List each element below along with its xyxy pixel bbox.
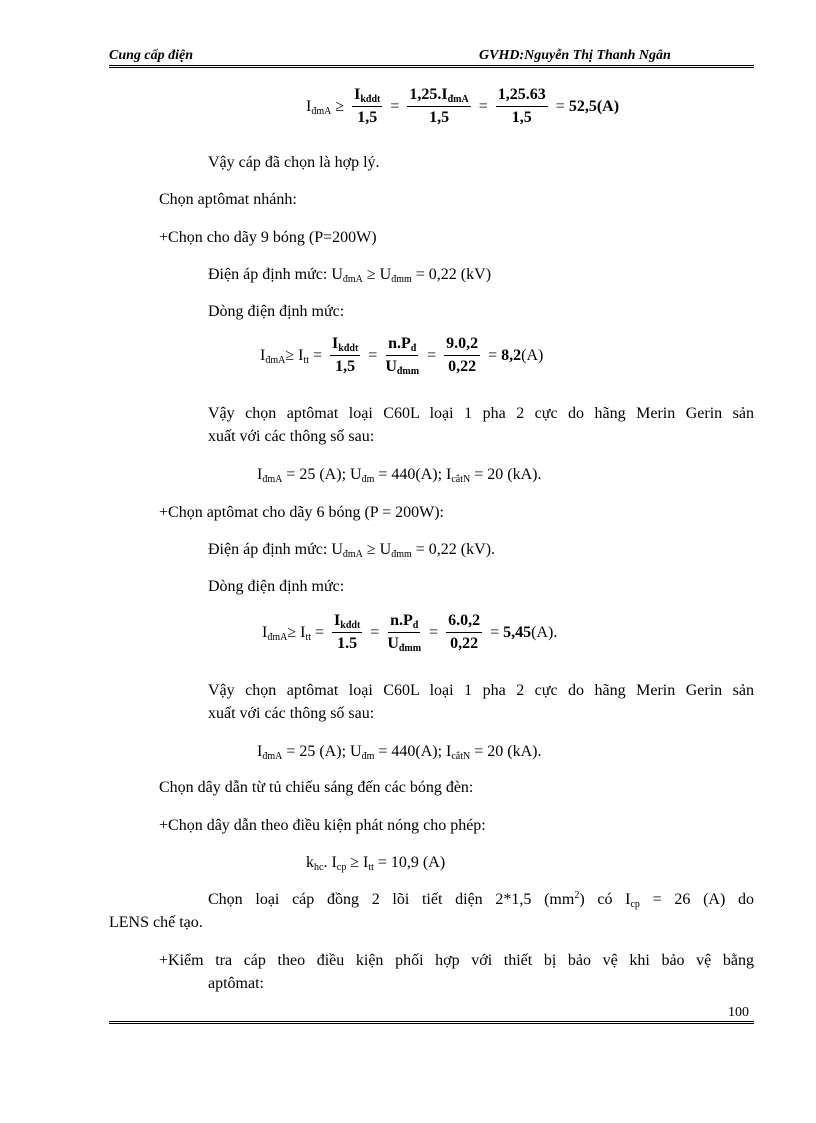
footer-rule: [109, 1021, 754, 1022]
text-line: Vậy chọn aptômat loại C60L loại 1 pha 2 cực do hãng Merin Gerin sản: [208, 405, 754, 422]
text-line: +Kiểm tra cáp theo điều kiện phối hợp với thiết bị bảo vệ khi bảo vệ bằng: [159, 952, 754, 969]
text-line: +Chọn aptômat cho dãy 6 bóng (P = 200W):: [159, 504, 444, 521]
text-line: aptômat:: [208, 975, 264, 992]
text-line: Vậy cáp đã chọn là hợp lý.: [208, 154, 380, 171]
equation-2: $I_{đmA}$ ≥ $I_{tt}$ = $\frac{I_{kđdt}}{1,5}$ = $\frac{n.P_đ}{U_{đmm}}$ = $\frac{9.0,2}{0,22}$ = 8,2 (A): [260, 335, 544, 377]
text-line: Vậy chọn aptômat loại C60L loại 1 pha 2 cực do hãng Merin Gerin sản: [208, 682, 754, 699]
header-left: Cung cấp điện: [109, 48, 194, 63]
text-line: Điện áp định mức: $U_{đmA} \ge U_{đmm} = 0,22$ (kV): [208, 266, 492, 285]
text-line: Dòng điện định mức:: [208, 578, 345, 595]
eq1-fraction-1: $\frac{I_{kđdt}}{1,5}$: [354, 86, 381, 126]
eq3-fraction-2: $\frac{n.P_đ}{U_{đmm}}$: [387, 612, 422, 654]
eq3-fraction-3: $\frac{6.0,2}{0,22}$: [448, 612, 481, 652]
text-line: $I_{đmA} = 25$ (A); $U_{đm} = 440(A)$; $I_{cắtN} = 20$ (kA).: [257, 466, 542, 485]
page-number: 100: [728, 1005, 749, 1020]
eq2-fraction-1: $\frac{I_{kđdt}}{1,5}$: [332, 335, 359, 375]
page-header: [109, 46, 754, 66]
text-line: +Chọn cho dãy 9 bóng (P=200W): [159, 229, 377, 246]
eq1-lhs: $I_{đmA}$: [306, 97, 332, 117]
eq2-fraction-3: $\frac{9.0,2}{0,22}$: [446, 335, 479, 375]
eq3-fraction-1: $\frac{I_{kđdt}}{1.5}$: [334, 612, 361, 652]
text-line: Điện áp định mức: $U_{đmA} \ge U_{đmm} = 0,22$ (kV).: [208, 541, 496, 560]
text-line: Chọn aptômat nhánh:: [159, 191, 297, 208]
header-right: GVHD:Nguyễn Thị Thanh Ngân: [479, 48, 671, 63]
text-line: Chọn loại cáp đồng 2 lõi tiết diện 2*1,5 $(mm^2)$ có $I_{cp} = 26$ (A) do: [208, 890, 754, 910]
eq1-fraction-3: $\frac{1,25.63}{1,5}$: [497, 86, 546, 126]
header-rule: [109, 65, 754, 66]
text-line: +Chọn dây dẫn theo điều kiện phát nóng cho phép:: [159, 817, 486, 834]
text-line: Dòng điện định mức:: [208, 303, 345, 320]
footer-rule-2: [109, 1023, 754, 1024]
equation-1: $I_{đmA}$ ≥ $\frac{I_{kđdt}}{1,5}$ = $\frac{1,25.I_{đmA}}{1,5}$ = $\frac{1,25.63}{1,5}$ = 52,5(A): [306, 86, 620, 126]
text-line: LENS chế tạo.: [109, 914, 203, 931]
eq1-ge: ≥: [335, 97, 345, 115]
eq2-fraction-2: $\frac{n.P_đ}{U_{đmm}}$: [385, 335, 420, 377]
eq1-fraction-2: $\frac{1,25.I_{đmA}}{1,5}$: [409, 86, 469, 126]
header-rule-2: [109, 67, 754, 68]
text-line: Chọn dây dẫn từ tủ chiếu sáng đến các bóng đèn:: [159, 779, 474, 796]
eq1-result: 52,5(A): [568, 97, 620, 115]
text-line: xuất với các thông số sau:: [208, 705, 375, 722]
text-line: $k_{hc}$. $I_{cp} \ge I_{tt} = 10,9$ (A): [306, 854, 446, 873]
text-line: $I_{đmA} = 25$ (A); $U_{đm} = 440(A)$; $I_{cắtN} = 20$ (kA).: [257, 743, 542, 762]
equation-3: $I_{đmA}$ ≥ $I_{tt}$ = $\frac{I_{kđdt}}{1.5}$ = $\frac{n.P_đ}{U_{đmm}}$ = $\frac{6.0,2}{0,22}$ = 5,45 (A).: [262, 612, 558, 654]
text-line: xuất với các thông số sau:: [208, 428, 375, 445]
